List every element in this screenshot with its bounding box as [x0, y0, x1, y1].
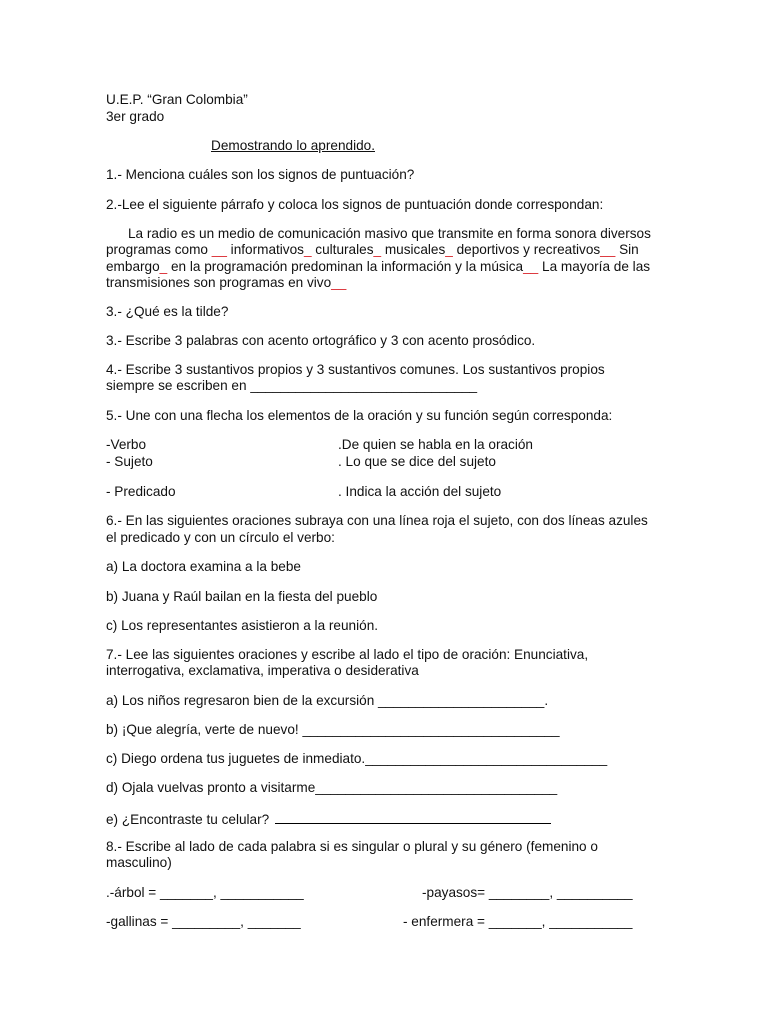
- question-8-line-2: masculino): [106, 855, 172, 870]
- word-payasos: -payasos= ________, __________: [422, 885, 633, 900]
- question-7-line-2: interrogativa, exclamativa, imperativa o desiderativa: [106, 663, 419, 678]
- paragraph-line-2: [106, 242, 639, 258]
- sentence-7e: [106, 810, 551, 828]
- school-name: U.E.P. “Gran Colombia”: [106, 92, 248, 107]
- grade: 3er grado: [106, 109, 165, 124]
- red-blank: __: [523, 259, 539, 274]
- question-8-line-1: 8.- Escribe al lado de cada palabra si es singular o plural y su género (femenino o: [106, 839, 598, 854]
- text: musicales: [381, 242, 446, 257]
- question-4-line-2: siempre se escriben en ______________________________: [106, 378, 478, 393]
- question-6-line-2: el predicado y con un círculo el verbo:: [106, 530, 335, 545]
- question-7-line-1: 7.- Lee las siguientes oraciones y escribe al lado el tipo de oración: Enunciativa,: [106, 647, 589, 662]
- sentence-6c: c) Los representantes asistieron a la reunión.: [106, 618, 379, 633]
- function-1: .De quien se habla en la oración: [338, 437, 533, 452]
- paragraph-line-3: [106, 259, 650, 275]
- question-2-prompt: 2.-Lee el siguiente párrafo y coloca los signos de puntuación donde correspondan:: [106, 197, 604, 212]
- text: culturales: [311, 242, 374, 257]
- question-6-line-1: 6.- En las siguientes oraciones subraya con una línea roja el sujeto, con dos líneas azules: [106, 513, 648, 528]
- text: embargo: [106, 259, 160, 274]
- red-blank: __: [600, 242, 616, 257]
- answer-line: [275, 810, 551, 824]
- sentence-7d: d) Ojala vuelvas pronto a visitarme________________________________: [106, 780, 558, 795]
- text: La mayoría de las: [538, 259, 651, 274]
- question-4-line-1: 4.- Escribe 3 sustantivos propios y 3 sustantivos comunes. Los sustantivos propios: [106, 362, 605, 377]
- word-gallinas: -gallinas = _________, _______: [106, 914, 301, 929]
- text: deportivos y recreativos: [452, 242, 601, 257]
- red-blank: __: [331, 275, 347, 290]
- question-5-prompt: 5.- Une con una flecha los elementos de la oración y su función según corresponda:: [106, 408, 613, 423]
- red-blank: __: [211, 242, 227, 257]
- sentence-7b: b) ¡Que alegría, verte de nuevo! __________________________________: [106, 722, 560, 737]
- question-3b: 3.- Escribe 3 palabras con acento ortográfico y 3 con acento prosódico.: [106, 333, 536, 348]
- text: transmisiones son programas en vivo: [106, 275, 332, 290]
- element-verbo: -Verbo: [106, 437, 147, 452]
- red-blank: _: [373, 242, 382, 257]
- text: en la programación predominan la información y la música: [167, 259, 524, 274]
- word-enfermera: - enfermera = _______, ___________: [403, 914, 633, 929]
- question-1: 1.- Menciona cuáles son los signos de puntuación?: [106, 167, 415, 182]
- text: informativos: [226, 242, 304, 257]
- text: programas como: [106, 242, 212, 257]
- function-3: . Indica la acción del sujeto: [338, 484, 502, 499]
- red-blank: _: [303, 242, 312, 257]
- sentence-7c: c) Diego ordena tus juguetes de inmediato.________________________________: [106, 751, 608, 766]
- sentence-7a: a) Los niños regresaron bien de la excursión ______________________.: [106, 693, 549, 708]
- text: Sin: [615, 242, 639, 257]
- page-title: Demostrando lo aprendido.: [211, 138, 375, 153]
- red-blank: _: [159, 259, 168, 274]
- function-2: . Lo que se dice del sujeto: [338, 454, 496, 469]
- question-3a: 3.- ¿Qué es la tilde?: [106, 304, 229, 319]
- red-blank: _: [445, 242, 453, 257]
- element-predicado: - Predicado: [106, 484, 176, 499]
- word-arbol: .-árbol = _______, ___________: [106, 885, 304, 900]
- sentence-6a: a) La doctora examina a la bebe: [106, 559, 301, 574]
- text: e) ¿Encontraste tu celular?: [106, 812, 270, 827]
- paragraph-line-1: La radio es un medio de comunicación masivo que transmite en forma sonora diversos: [128, 226, 651, 241]
- sentence-6b: b) Juana y Raúl bailan en la fiesta del pueblo: [106, 589, 378, 604]
- paragraph-line-4: [106, 275, 346, 291]
- element-sujeto: - Sujeto: [106, 454, 153, 469]
